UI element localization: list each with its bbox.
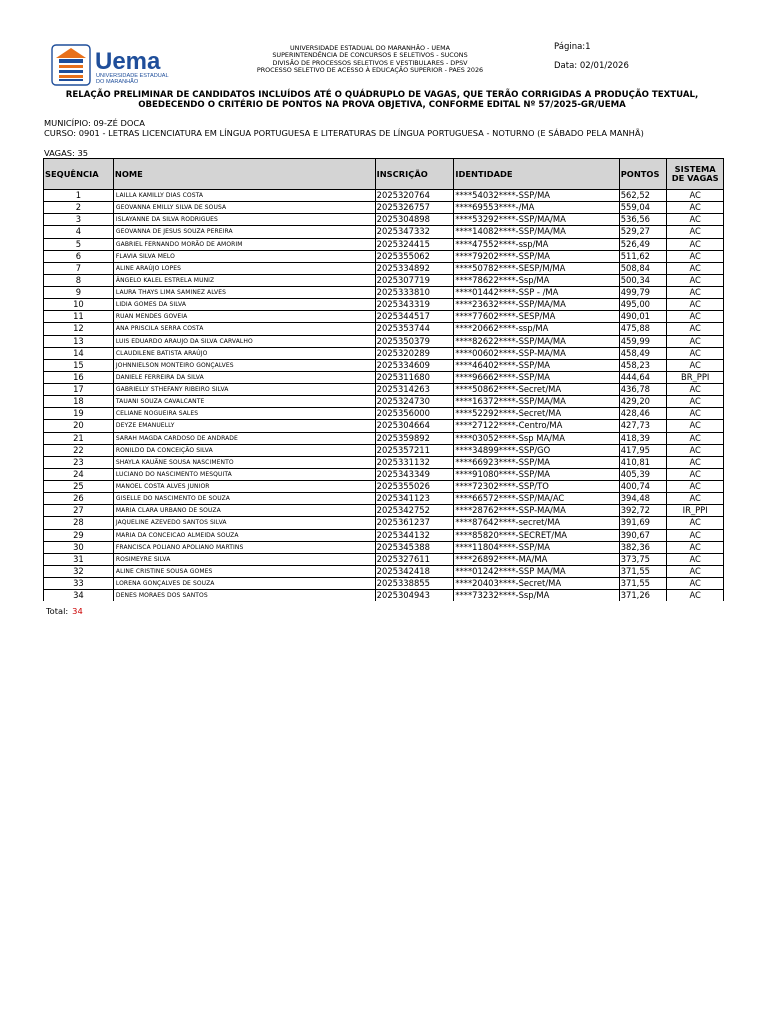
inscricao-cell: 2025338855 bbox=[375, 578, 454, 590]
nome-cell: LORENA GONÇALVES DE SOUZA bbox=[113, 578, 375, 590]
table-body bbox=[44, 190, 724, 602]
identidade-cell: ****50862****-Secret/MA bbox=[454, 384, 619, 396]
inscricao-cell: 2025334609 bbox=[375, 359, 454, 371]
nome-cell: FRANCISCA POLIANO APOLIANO MARTINS bbox=[113, 541, 375, 553]
sequencia-cell: 24 bbox=[44, 468, 114, 480]
inscricao-cell: 2025331132 bbox=[375, 456, 454, 468]
inscricao-cell: 2025333810 bbox=[375, 287, 454, 299]
document-title: RELAÇÃO PRELIMINAR DE CANDIDATOS INCLUÍDOS ATÉ O QUÁDRUPLO DE VAGAS, QUE TERÃO CORRIGIDAS A PRODUÇÃO TEXTUAL, OBEDECENDO O CRITÉRIO DE PONTOS NA PROVA OBJETIVA, CONFORME EDITAL Nº 57/2025-GR/UEMA bbox=[65, 90, 699, 110]
nome-cell: JAQUELINE AZEVEDO SANTOS SILVA bbox=[113, 517, 375, 529]
nome-cell: DEYZE EMANUELLY bbox=[113, 420, 375, 432]
pontos-cell: 428,46 bbox=[619, 408, 667, 420]
identidade-cell: ****85820****-SECRET/MA bbox=[454, 529, 619, 541]
sequencia-cell: 29 bbox=[44, 529, 114, 541]
table-row bbox=[44, 553, 724, 565]
nome-cell: GEOVANNA EMILLY SILVA DE SOUSA bbox=[113, 202, 375, 214]
inscricao-cell: 2025355026 bbox=[375, 481, 454, 493]
nome-cell: ALINE ARAÚJO LOPES bbox=[113, 262, 375, 274]
total-label: Total: bbox=[46, 606, 69, 616]
nome-cell: ALINE CRISTINE SOUSA GOMES bbox=[113, 565, 375, 577]
pontos-cell: 382,36 bbox=[619, 541, 667, 553]
institution-header bbox=[222, 45, 518, 75]
table-row bbox=[44, 190, 724, 202]
sistema-vagas-cell: AC bbox=[667, 444, 724, 456]
sistema-vagas-cell: AC bbox=[667, 578, 724, 590]
identidade-cell: ****69553****-/MA bbox=[454, 202, 619, 214]
table-row bbox=[44, 335, 724, 347]
pontos-cell: 371,26 bbox=[619, 590, 667, 602]
identidade-cell: ****53292****-SSP/MA/MA bbox=[454, 214, 619, 226]
sequencia-cell: 9 bbox=[44, 287, 114, 299]
nome-cell: ANA PRISCILA SERRA COSTA bbox=[113, 323, 375, 335]
institution-line: PROCESSO SELETIVO DE ACESSO À EDUCAÇÃO SUPERIOR - PAES 2026 bbox=[256, 66, 484, 75]
logo-subtitle-1: UNIVERSIDADE ESTADUAL bbox=[96, 73, 169, 79]
sequencia-cell: 20 bbox=[44, 420, 114, 432]
identidade-cell: ****54032****-SSP/MA bbox=[454, 190, 619, 202]
nome-cell: ROSIMEYRE SILVA bbox=[113, 553, 375, 565]
pontos-cell: 536,56 bbox=[619, 214, 667, 226]
inscricao-cell: 2025334892 bbox=[375, 262, 454, 274]
identidade-cell: ****77602****-SESP/MA bbox=[454, 311, 619, 323]
sequencia-cell: 14 bbox=[44, 347, 114, 359]
inscricao-cell: 2025307719 bbox=[375, 274, 454, 286]
table-row bbox=[44, 505, 724, 517]
sequencia-cell: 5 bbox=[44, 238, 114, 250]
nome-cell: GABRIEL FERNANDO MORÃO DE AMORIM bbox=[113, 238, 375, 250]
nome-cell: LAILLA KAMILLY DIAS COSTA bbox=[113, 190, 375, 202]
identidade-cell: ****46402****-SSP/MA bbox=[454, 359, 619, 371]
table-row bbox=[44, 323, 724, 335]
table-row bbox=[44, 529, 724, 541]
uema-logo bbox=[51, 44, 187, 86]
identidade-cell: ****27122****-Centro/MA bbox=[454, 420, 619, 432]
nome-cell: RONILDO DA CONCEIÇÃO SILVA bbox=[113, 444, 375, 456]
sistema-vagas-cell: AC bbox=[667, 250, 724, 262]
table-row bbox=[44, 311, 724, 323]
inscricao-cell: 2025345388 bbox=[375, 541, 454, 553]
nome-cell: GEOVANNA DE JESUS SOUZA PEREIRA bbox=[113, 226, 375, 238]
nome-cell: MARIA DA CONCEICAO ALMEIDA SOUZA bbox=[113, 529, 375, 541]
sistema-vagas-cell: AC bbox=[667, 311, 724, 323]
logo-wordmark: Uema bbox=[95, 48, 161, 75]
identidade-cell: ****72302****-SSP/TO bbox=[454, 481, 619, 493]
sistema-vagas-cell: AC bbox=[667, 541, 724, 553]
table-row bbox=[44, 202, 724, 214]
table-row bbox=[44, 262, 724, 274]
inscricao-cell: 2025361237 bbox=[375, 517, 454, 529]
identidade-cell: ****28762****-SSP-MA/MA bbox=[454, 505, 619, 517]
pontos-cell: 458,23 bbox=[619, 359, 667, 371]
identidade-cell: ****50782****-SESP/M/MA bbox=[454, 262, 619, 274]
sequencia-cell: 12 bbox=[44, 323, 114, 335]
report-date: Data: 02/01/2026 bbox=[554, 61, 629, 71]
pontos-cell: 390,67 bbox=[619, 529, 667, 541]
sistema-vagas-cell: BR_PPI bbox=[667, 371, 724, 383]
nome-cell: JOHNNIELSON MONTEIRO GONÇALVES bbox=[113, 359, 375, 371]
sistema-vagas-cell: AC bbox=[667, 481, 724, 493]
pontos-cell: 400,74 bbox=[619, 481, 667, 493]
identidade-cell: ****73232****-Ssp/MA bbox=[454, 590, 619, 602]
nome-cell: SARAH MAGDA CARDOSO DE ANDRADE bbox=[113, 432, 375, 444]
nome-cell: GABRIELLY STHEFANY RIBEIRO SILVA bbox=[113, 384, 375, 396]
institution-line: SUPERINTENDÊNCIA DE CONCURSOS E SELETIVOS - SUCONS bbox=[272, 51, 468, 60]
pontos-cell: 436,78 bbox=[619, 384, 667, 396]
municipio-label: MUNICÍPIO: 09-ZÉ DOCA bbox=[44, 118, 145, 128]
sistema-vagas-cell: AC bbox=[667, 456, 724, 468]
sequencia-cell: 21 bbox=[44, 432, 114, 444]
inscricao-cell: 2025350379 bbox=[375, 335, 454, 347]
nome-cell: LAURA THAYS LIMA SAMINEZ ALVES bbox=[113, 287, 375, 299]
inscricao-cell: 2025304898 bbox=[375, 214, 454, 226]
inscricao-cell: 2025355062 bbox=[375, 250, 454, 262]
identidade-cell: ****26892****-MA/MA bbox=[454, 553, 619, 565]
sequencia-cell: 16 bbox=[44, 371, 114, 383]
table-row bbox=[44, 493, 724, 505]
sistema-vagas-cell: AC bbox=[667, 299, 724, 311]
sequencia-cell: 3 bbox=[44, 214, 114, 226]
sistema-vagas-cell: AC bbox=[667, 468, 724, 480]
nome-cell: LUCIANO DO NASCIMENTO MESQUITA bbox=[113, 468, 375, 480]
identidade-cell: ****16372****-SSP/MA/MA bbox=[454, 396, 619, 408]
inscricao-cell: 2025353744 bbox=[375, 323, 454, 335]
sequencia-cell: 18 bbox=[44, 396, 114, 408]
identidade-cell: ****87642****-secret/MA bbox=[454, 517, 619, 529]
identidade-cell: ****91080****-SSP/MA bbox=[454, 468, 619, 480]
pontos-cell: 499,79 bbox=[619, 287, 667, 299]
pontos-cell: 458,49 bbox=[619, 347, 667, 359]
table-row bbox=[44, 432, 724, 444]
nome-cell: ISLAYANNE DA SILVA RODRIGUES bbox=[113, 214, 375, 226]
column-header-pontos: PONTOS bbox=[619, 159, 667, 190]
table-row bbox=[44, 517, 724, 529]
table-row bbox=[44, 384, 724, 396]
pontos-cell: 429,20 bbox=[619, 396, 667, 408]
identidade-cell: ****01242****-SSP MA/MA bbox=[454, 565, 619, 577]
pontos-cell: 562,52 bbox=[619, 190, 667, 202]
pontos-cell: 405,39 bbox=[619, 468, 667, 480]
inscricao-cell: 2025356000 bbox=[375, 408, 454, 420]
sequencia-cell: 27 bbox=[44, 505, 114, 517]
inscricao-cell: 2025304664 bbox=[375, 420, 454, 432]
sequencia-cell: 26 bbox=[44, 493, 114, 505]
table-row bbox=[44, 541, 724, 553]
table-row bbox=[44, 565, 724, 577]
identidade-cell: ****03052****-Ssp MA/MA bbox=[454, 432, 619, 444]
inscricao-cell: 2025341123 bbox=[375, 493, 454, 505]
pontos-cell: 508,84 bbox=[619, 262, 667, 274]
column-header-nome: NOME bbox=[113, 159, 375, 190]
table-row bbox=[44, 481, 724, 493]
inscricao-cell: 2025320289 bbox=[375, 347, 454, 359]
inscricao-cell: 2025320764 bbox=[375, 190, 454, 202]
pontos-cell: 511,62 bbox=[619, 250, 667, 262]
column-header-inscricao: INSCRIÇÃO bbox=[375, 159, 454, 190]
identidade-cell: ****11804****-SSP/MA bbox=[454, 541, 619, 553]
vagas-label: VAGAS: 35 bbox=[44, 148, 89, 158]
pontos-cell: 529,27 bbox=[619, 226, 667, 238]
nome-cell: TAUANI SOUZA CAVALCANTE bbox=[113, 396, 375, 408]
sistema-vagas-cell: AC bbox=[667, 214, 724, 226]
inscricao-cell: 2025314263 bbox=[375, 384, 454, 396]
pontos-cell: 392,72 bbox=[619, 505, 667, 517]
nome-cell: LIDIA GOMES DA SILVA bbox=[113, 299, 375, 311]
sequencia-cell: 4 bbox=[44, 226, 114, 238]
sequencia-cell: 19 bbox=[44, 408, 114, 420]
inscricao-cell: 2025347332 bbox=[375, 226, 454, 238]
inscricao-cell: 2025326757 bbox=[375, 202, 454, 214]
inscricao-cell: 2025343349 bbox=[375, 468, 454, 480]
sistema-vagas-cell: AC bbox=[667, 274, 724, 286]
sistema-vagas-cell: AC bbox=[667, 432, 724, 444]
table-row bbox=[44, 214, 724, 226]
table-row bbox=[44, 274, 724, 286]
nome-cell: SHAYLA KAUÃNE SOUSA NASCIMENTO bbox=[113, 456, 375, 468]
nome-cell: RUAN MENDES GOVEIA bbox=[113, 311, 375, 323]
sequencia-cell: 11 bbox=[44, 311, 114, 323]
sistema-vagas-cell: AC bbox=[667, 565, 724, 577]
sistema-vagas-cell: AC bbox=[667, 493, 724, 505]
inscricao-cell: 2025304943 bbox=[375, 590, 454, 602]
sequencia-cell: 28 bbox=[44, 517, 114, 529]
pontos-cell: 418,39 bbox=[619, 432, 667, 444]
institution-line: DIVISÃO DE PROCESSOS SELETIVOS E VESTIBULARES - DPSV bbox=[272, 58, 468, 67]
table-row bbox=[44, 347, 724, 359]
sistema-vagas-cell: AC bbox=[667, 335, 724, 347]
column-header-sequencia: SEQUÊNCIA bbox=[44, 159, 114, 190]
sistema-vagas-cell: AC bbox=[667, 287, 724, 299]
uema-seal-icon bbox=[51, 44, 187, 86]
table-row bbox=[44, 456, 724, 468]
identidade-cell: ****34899****-SSP/GO bbox=[454, 444, 619, 456]
identidade-cell: ****79202****-SSP/MA bbox=[454, 250, 619, 262]
inscricao-cell: 2025343319 bbox=[375, 299, 454, 311]
table-row bbox=[44, 396, 724, 408]
pontos-cell: 371,55 bbox=[619, 565, 667, 577]
total-count bbox=[46, 606, 83, 616]
sistema-vagas-cell: AC bbox=[667, 553, 724, 565]
pontos-cell: 490,01 bbox=[619, 311, 667, 323]
sequencia-cell: 1 bbox=[44, 190, 114, 202]
nome-cell: MARIA CLARA URBANO DE SOUZA bbox=[113, 505, 375, 517]
pontos-cell: 559,04 bbox=[619, 202, 667, 214]
table-row bbox=[44, 371, 724, 383]
sistema-vagas-cell: AC bbox=[667, 347, 724, 359]
sequencia-cell: 32 bbox=[44, 565, 114, 577]
table-row bbox=[44, 408, 724, 420]
sequencia-cell: 10 bbox=[44, 299, 114, 311]
column-header-sistema-de-vagas: SISTEMA DE VAGAS bbox=[667, 159, 724, 190]
sequencia-cell: 8 bbox=[44, 274, 114, 286]
institution-line: UNIVERSIDADE ESTADUAL DO MARANHÃO - UEMA bbox=[289, 44, 450, 52]
pontos-cell: 371,55 bbox=[619, 578, 667, 590]
identidade-cell: ****23632****-SSP/MA/MA bbox=[454, 299, 619, 311]
pontos-cell: 475,88 bbox=[619, 323, 667, 335]
pontos-cell: 373,75 bbox=[619, 553, 667, 565]
nome-cell: FLAVIA SILVA MELO bbox=[113, 250, 375, 262]
identidade-cell: ****78622****-Ssp/MA bbox=[454, 274, 619, 286]
table-row bbox=[44, 238, 724, 250]
sequencia-cell: 15 bbox=[44, 359, 114, 371]
inscricao-cell: 2025357211 bbox=[375, 444, 454, 456]
table-row bbox=[44, 444, 724, 456]
identidade-cell: ****14082****-SSP/MA/MA bbox=[454, 226, 619, 238]
table-row bbox=[44, 250, 724, 262]
sequencia-cell: 23 bbox=[44, 456, 114, 468]
logo-subtitle-2: DO MARANHÃO bbox=[96, 79, 139, 85]
sistema-vagas-cell: AC bbox=[667, 323, 724, 335]
nome-cell: CELIANE NOGUEIRA SALES bbox=[113, 408, 375, 420]
sistema-vagas-cell: AC bbox=[667, 396, 724, 408]
nome-cell: ÂNGELO KALEL ESTRELA MUNIZ bbox=[113, 274, 375, 286]
total-value: 34 bbox=[72, 606, 83, 616]
identidade-cell: ****20662****-ssp/MA bbox=[454, 323, 619, 335]
sequencia-cell: 31 bbox=[44, 553, 114, 565]
pontos-cell: 495,00 bbox=[619, 299, 667, 311]
pontos-cell: 394,48 bbox=[619, 493, 667, 505]
sistema-vagas-cell: AC bbox=[667, 226, 724, 238]
pontos-cell: 500,34 bbox=[619, 274, 667, 286]
nome-cell: DANIELE FERREIRA DA SILVA bbox=[113, 371, 375, 383]
curso-label: CURSO: 0901 - LETRAS LICENCIATURA EM LÍNGUA PORTUGUESA E LITERATURAS DE LÍNGUA PORTUGUESA - NOTURNO (E SÁBADO PELA MANHÃ) bbox=[44, 128, 644, 138]
sequencia-cell: 7 bbox=[44, 262, 114, 274]
sequencia-cell: 22 bbox=[44, 444, 114, 456]
nome-cell: DENES MORAES DOS SANTOS bbox=[113, 590, 375, 602]
pontos-cell: 417,95 bbox=[619, 444, 667, 456]
pontos-cell: 427,73 bbox=[619, 420, 667, 432]
table-row bbox=[44, 590, 724, 602]
sequencia-cell: 2 bbox=[44, 202, 114, 214]
sistema-vagas-cell: AC bbox=[667, 359, 724, 371]
sistema-vagas-cell: AC bbox=[667, 190, 724, 202]
nome-cell: GISELLE DO NASCIMENTO DE SOUZA bbox=[113, 493, 375, 505]
table-row bbox=[44, 299, 724, 311]
inscricao-cell: 2025344132 bbox=[375, 529, 454, 541]
identidade-cell: ****01442****-SSP - /MA bbox=[454, 287, 619, 299]
pontos-cell: 459,99 bbox=[619, 335, 667, 347]
sistema-vagas-cell: AC bbox=[667, 238, 724, 250]
inscricao-cell: 2025344517 bbox=[375, 311, 454, 323]
sistema-vagas-cell: AC bbox=[667, 262, 724, 274]
column-header-identidade: IDENTIDADE bbox=[454, 159, 619, 190]
sistema-vagas-cell: AC bbox=[667, 202, 724, 214]
identidade-cell: ****66572****-SSP/MA/AC bbox=[454, 493, 619, 505]
sequencia-cell: 33 bbox=[44, 578, 114, 590]
inscricao-cell: 2025359892 bbox=[375, 432, 454, 444]
inscricao-cell: 2025342418 bbox=[375, 565, 454, 577]
sequencia-cell: 34 bbox=[44, 590, 114, 602]
sistema-vagas-cell: AC bbox=[667, 529, 724, 541]
sistema-vagas-cell: IR_PPI bbox=[667, 505, 724, 517]
table-row bbox=[44, 578, 724, 590]
nome-cell: LUIS EDUARDO ARAUJO DA SILVA CARVALHO bbox=[113, 335, 375, 347]
identidade-cell: ****00602****-SSP-MA/MA bbox=[454, 347, 619, 359]
identidade-cell: ****82622****-SSP/MA/MA bbox=[454, 335, 619, 347]
sistema-vagas-cell: AC bbox=[667, 408, 724, 420]
table-row bbox=[44, 226, 724, 238]
identidade-cell: ****66923****-SSP/MA bbox=[454, 456, 619, 468]
pontos-cell: 444,64 bbox=[619, 371, 667, 383]
pontos-cell: 391,69 bbox=[619, 517, 667, 529]
sistema-vagas-cell: AC bbox=[667, 384, 724, 396]
table-row bbox=[44, 359, 724, 371]
sequencia-cell: 6 bbox=[44, 250, 114, 262]
sistema-vagas-cell: AC bbox=[667, 420, 724, 432]
inscricao-cell: 2025324415 bbox=[375, 238, 454, 250]
inscricao-cell: 2025342752 bbox=[375, 505, 454, 517]
sequencia-cell: 25 bbox=[44, 481, 114, 493]
inscricao-cell: 2025327611 bbox=[375, 553, 454, 565]
pontos-cell: 526,49 bbox=[619, 238, 667, 250]
pontos-cell: 410,81 bbox=[619, 456, 667, 468]
table-row bbox=[44, 468, 724, 480]
inscricao-cell: 2025324730 bbox=[375, 396, 454, 408]
identidade-cell: ****96662****-SSP/MA bbox=[454, 371, 619, 383]
table-row bbox=[44, 420, 724, 432]
identidade-cell: ****20403****-Secret/MA bbox=[454, 578, 619, 590]
page-number: Página:1 bbox=[554, 42, 591, 52]
sistema-vagas-cell: AC bbox=[667, 590, 724, 602]
sequencia-cell: 13 bbox=[44, 335, 114, 347]
sistema-vagas-cell: AC bbox=[667, 517, 724, 529]
inscricao-cell: 2025311680 bbox=[375, 371, 454, 383]
candidates-table bbox=[43, 158, 724, 601]
nome-cell: CLAUDILENE BATISTA ARAÚJO bbox=[113, 347, 375, 359]
identidade-cell: ****52292****-Secret/MA bbox=[454, 408, 619, 420]
nome-cell: MANOEL COSTA ALVES JUNIOR bbox=[113, 481, 375, 493]
identidade-cell: ****47552****-ssp/MA bbox=[454, 238, 619, 250]
table-header-row bbox=[44, 159, 724, 190]
sequencia-cell: 30 bbox=[44, 541, 114, 553]
table-row bbox=[44, 287, 724, 299]
sequencia-cell: 17 bbox=[44, 384, 114, 396]
